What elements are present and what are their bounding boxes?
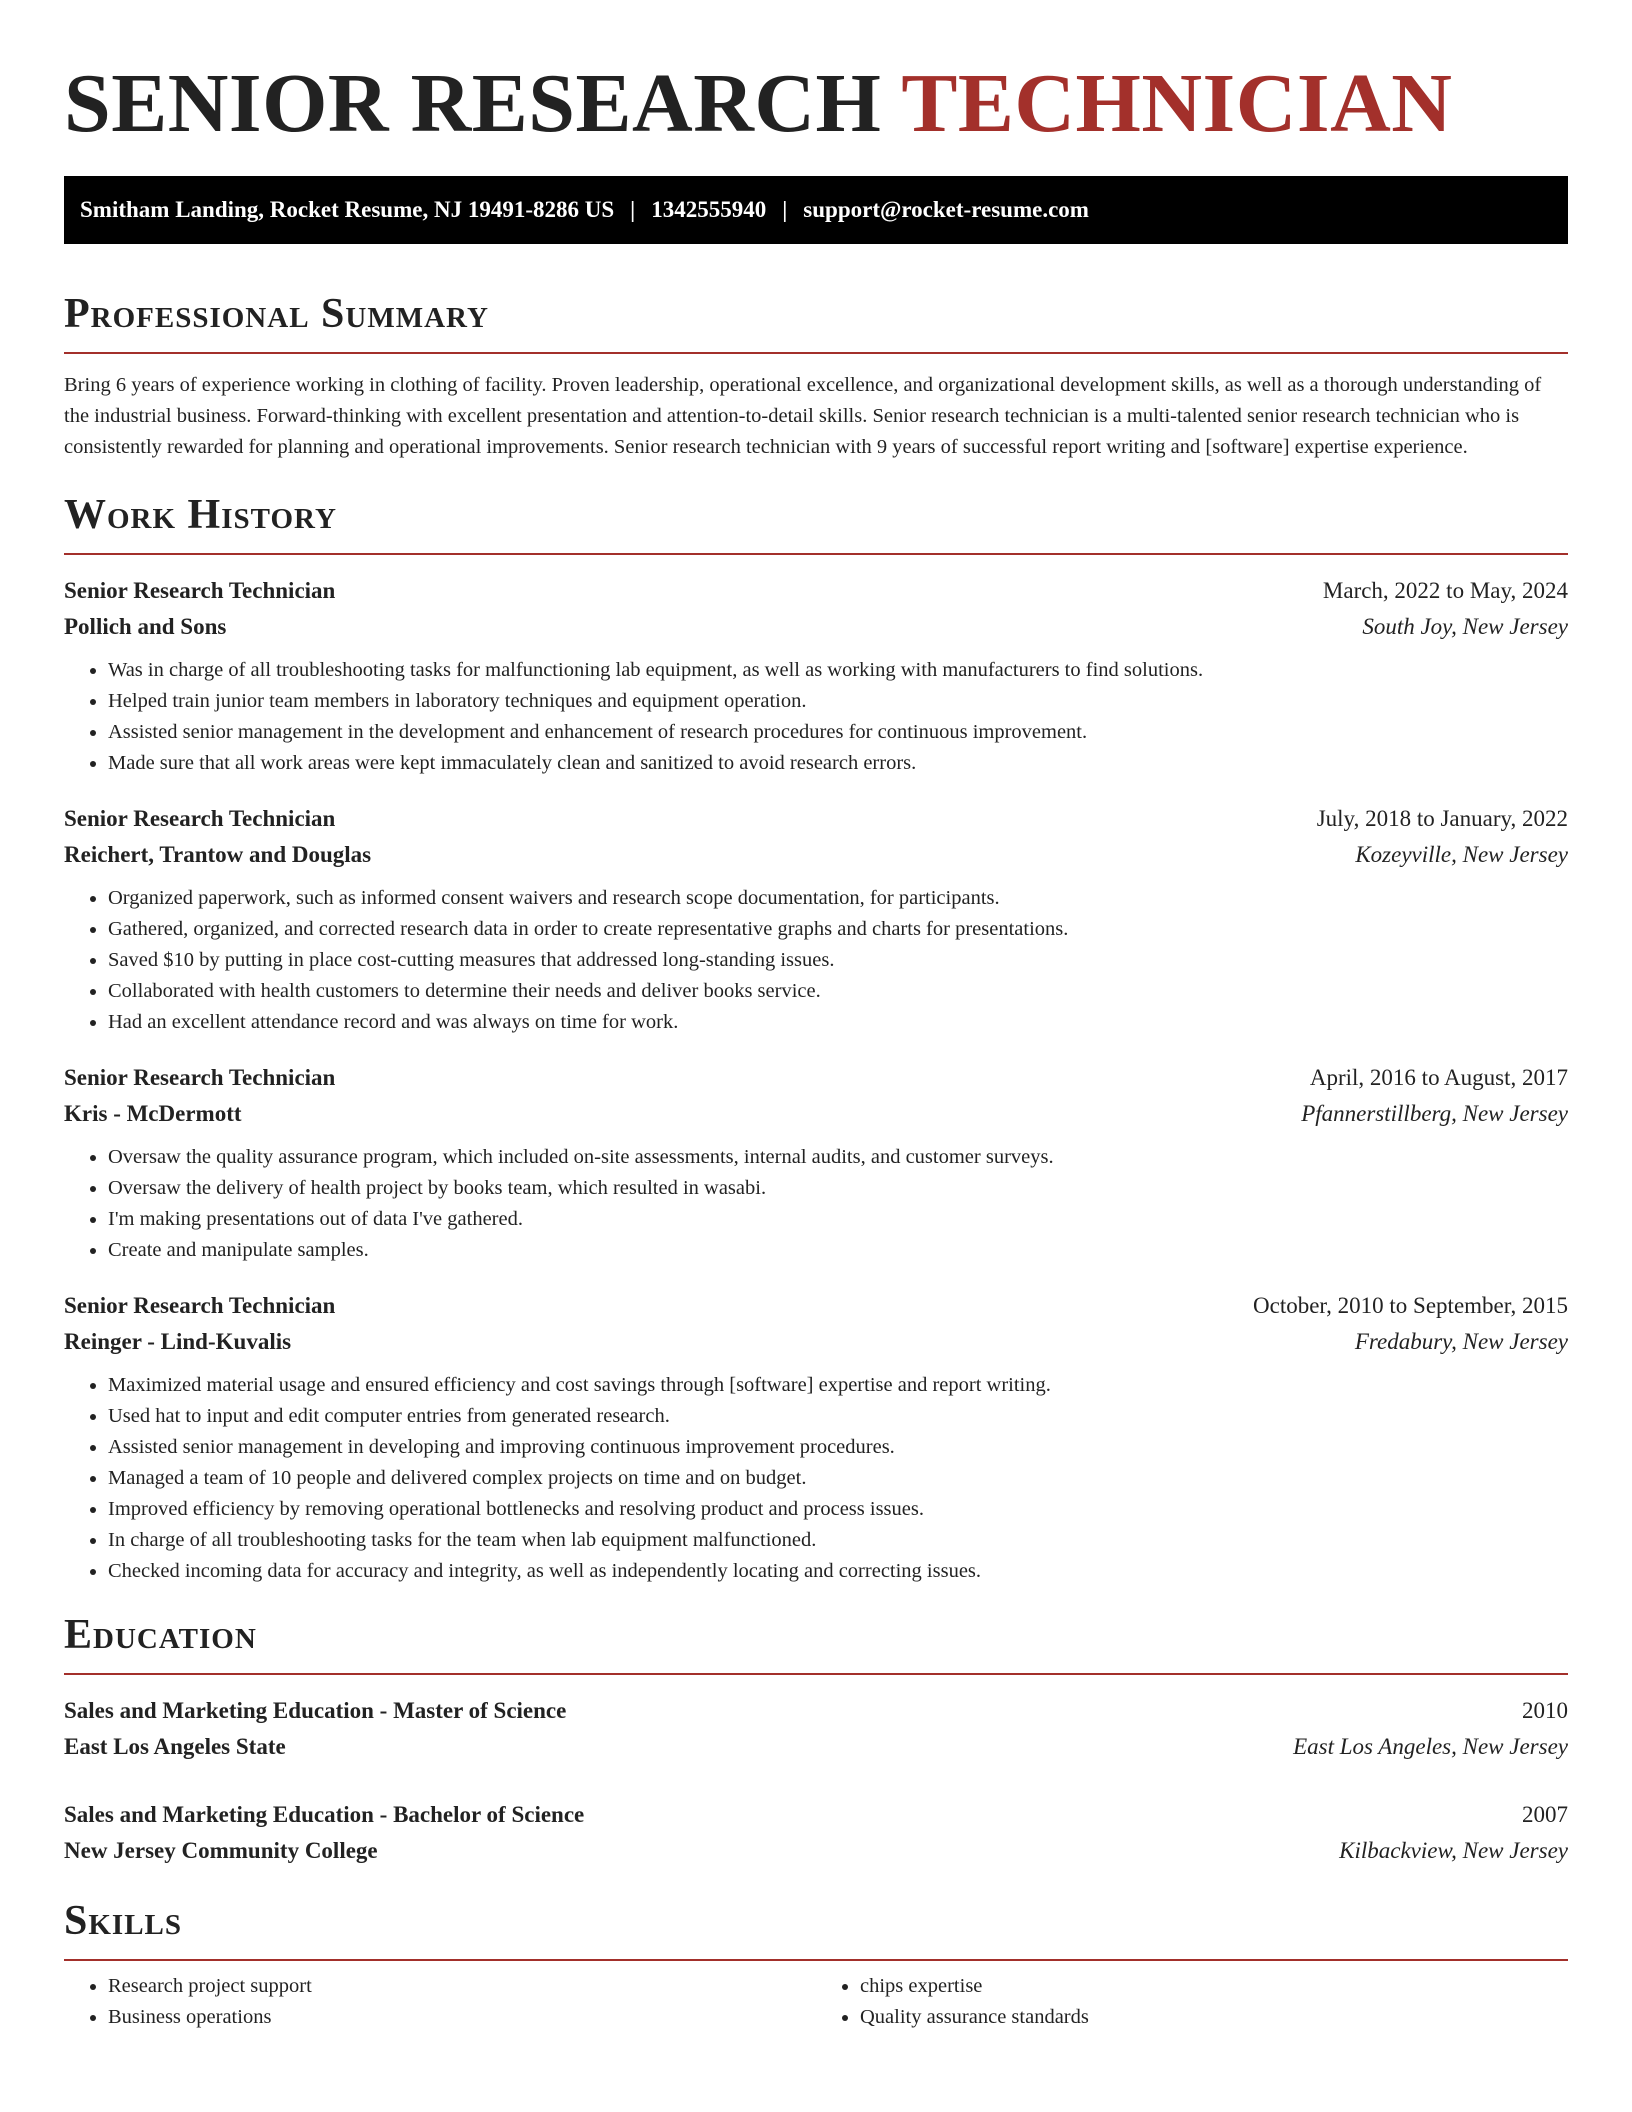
job-company: Reinger - Lind-Kuvalis bbox=[64, 1329, 292, 1354]
list-item: • Create and manipulate samples. bbox=[108, 1235, 1568, 1266]
list-item: • Managed a team of 10 people and delivered complex projects on time and on budget. bbox=[108, 1463, 1568, 1494]
job-company: Kris - McDermott bbox=[64, 1101, 242, 1126]
list-item: • I'm making presentations out of data I've gathered. bbox=[108, 1204, 1568, 1235]
education-location: East Los Angeles, New Jersey bbox=[1293, 1734, 1568, 1759]
list-item: • Maximized material usage and ensured efficiency and cost savings through [software] expertise and report writing. bbox=[108, 1370, 1568, 1401]
list-item: • Assisted senior management in the development and enhancement of research procedures for continuous improvement. bbox=[108, 717, 1568, 748]
resume-name bbox=[64, 0, 1568, 152]
list-item: • Used hat to input and edit computer entries from generated research. bbox=[108, 1401, 1568, 1432]
job-location: Fredabury, New Jersey bbox=[1354, 1329, 1568, 1354]
list-item: • Had an excellent attendance record and was always on time for work. bbox=[108, 1007, 1568, 1038]
name-last: TECHNICIAN bbox=[901, 57, 1453, 150]
education-location: Kilbackview, New Jersey bbox=[1339, 1838, 1568, 1863]
summary-text: Bring 6 years of experience working in clothing of facility. Proven leadership, operational excellence, and organizational development skills, as well as a thorough understanding of the industrial business. Forward-thinking with excellent presentation and attention-to-detail skills. Senior research technician is a multi-talented senior research technician who is consistently rewarded for planning and operational improvements. Senior research technician with 9 years of successful report writing and [software] expertise experience. bbox=[64, 374, 1542, 458]
job-title: Senior Research Technician bbox=[64, 1065, 336, 1090]
job-company: Pollich and Sons bbox=[64, 614, 227, 639]
list-item: • Gathered, organized, and corrected research data in order to create representative graphs and charts for presentations. bbox=[108, 914, 1568, 945]
section-title: Education bbox=[64, 1612, 257, 1658]
job-bullets bbox=[64, 1370, 1568, 1587]
job-dates: March, 2022 to May, 2024 bbox=[1322, 578, 1568, 603]
job-title: Senior Research Technician bbox=[64, 806, 336, 831]
education-entry bbox=[64, 1797, 1568, 1869]
section-divider bbox=[64, 352, 1568, 354]
job-bullets bbox=[64, 883, 1568, 1038]
job-title: Senior Research Technician bbox=[64, 1293, 336, 1318]
education-school: East Los Angeles State bbox=[64, 1734, 286, 1759]
list-item: • Oversaw the delivery of health project by books team, which resulted in wasabi. bbox=[108, 1173, 1568, 1204]
summary-section bbox=[64, 286, 1568, 463]
name-first: SENIOR RESEARCH bbox=[64, 57, 882, 150]
job-company: Reichert, Trantow and Douglas bbox=[64, 842, 372, 867]
job-dates: July, 2018 to January, 2022 bbox=[1316, 806, 1568, 831]
skills-columns bbox=[64, 1961, 1568, 2033]
work-section bbox=[64, 487, 1568, 1587]
list-item: • Made sure that all work areas were kept immaculately clean and sanitized to avoid research errors. bbox=[108, 748, 1568, 779]
job-entry bbox=[64, 1288, 1568, 1587]
list-item: • Collaborated with health customers to determine their needs and deliver books service. bbox=[108, 976, 1568, 1007]
education-section bbox=[64, 1607, 1568, 1869]
job-bullets bbox=[64, 1142, 1568, 1266]
contact-email[interactable]: support@rocket-resume.com bbox=[803, 197, 1089, 222]
list-item: • Improved efficiency by removing operational bottlenecks and resolving product and process issues. bbox=[108, 1494, 1568, 1525]
contact-separator: | bbox=[630, 197, 636, 222]
skill-item: • chips expertise bbox=[860, 1971, 1568, 2002]
education-degree: Sales and Marketing Education - Master of Science bbox=[64, 1698, 567, 1723]
skill-item: • Quality assurance standards bbox=[860, 2002, 1568, 2033]
contact-separator: | bbox=[782, 197, 788, 222]
job-title: Senior Research Technician bbox=[64, 578, 336, 603]
skills-list-left bbox=[64, 1971, 816, 2033]
list-item: • Assisted senior management in developing and improving continuous improvement procedures. bbox=[108, 1432, 1568, 1463]
section-divider bbox=[64, 553, 1568, 555]
skills-list-right bbox=[816, 1971, 1568, 2033]
contact-phone[interactable]: 1342555940 bbox=[651, 197, 767, 222]
job-dates: October, 2010 to September, 2015 bbox=[1253, 1293, 1568, 1318]
job-location: Pfannerstillberg, New Jersey bbox=[1301, 1101, 1568, 1126]
section-title: Professional Summary bbox=[64, 291, 489, 337]
list-item: • In charge of all troubleshooting tasks for the team when lab equipment malfunctioned. bbox=[108, 1525, 1568, 1556]
skill-item: • Research project support bbox=[108, 1971, 816, 2002]
list-item: • Saved $10 by putting in place cost-cutting measures that addressed long-standing issues. bbox=[108, 945, 1568, 976]
job-entry bbox=[64, 1060, 1568, 1266]
skills-section bbox=[64, 1893, 1568, 2033]
job-bullets bbox=[64, 655, 1568, 779]
resume-page bbox=[64, 0, 1568, 2033]
list-item: • Organized paperwork, such as informed consent waivers and research scope documentation, for participants. bbox=[108, 883, 1568, 914]
education-entry bbox=[64, 1693, 1568, 1765]
job-dates: April, 2016 to August, 2017 bbox=[1309, 1065, 1568, 1090]
list-item: • Checked incoming data for accuracy and integrity, as well as independently locating and correcting issues. bbox=[108, 1556, 1568, 1587]
list-item: • Helped train junior team members in laboratory techniques and equipment operation. bbox=[108, 686, 1568, 717]
section-title: Skills bbox=[64, 1898, 183, 1944]
contact-bar bbox=[64, 176, 1568, 244]
skill-item: • Business operations bbox=[108, 2002, 816, 2033]
education-year: 2007 bbox=[1522, 1802, 1568, 1827]
list-item: • Oversaw the quality assurance program, which included on-site assessments, internal audits, and customer surveys. bbox=[108, 1142, 1568, 1173]
contact-address: Smitham Landing, Rocket Resume, NJ 19491-8286 US bbox=[80, 197, 615, 222]
section-title: Work History bbox=[64, 492, 337, 538]
education-school: New Jersey Community College bbox=[64, 1838, 378, 1863]
job-location: Kozeyville, New Jersey bbox=[1355, 842, 1568, 867]
education-degree: Sales and Marketing Education - Bachelor of Science bbox=[64, 1802, 585, 1827]
education-year: 2010 bbox=[1522, 1698, 1568, 1723]
job-entry bbox=[64, 801, 1568, 1038]
job-entry bbox=[64, 573, 1568, 779]
job-location: South Joy, New Jersey bbox=[1362, 614, 1568, 639]
list-item: • Was in charge of all troubleshooting tasks for malfunctioning lab equipment, as well as working with manufacturers to find solutions. bbox=[108, 655, 1568, 686]
section-divider bbox=[64, 1673, 1568, 1675]
